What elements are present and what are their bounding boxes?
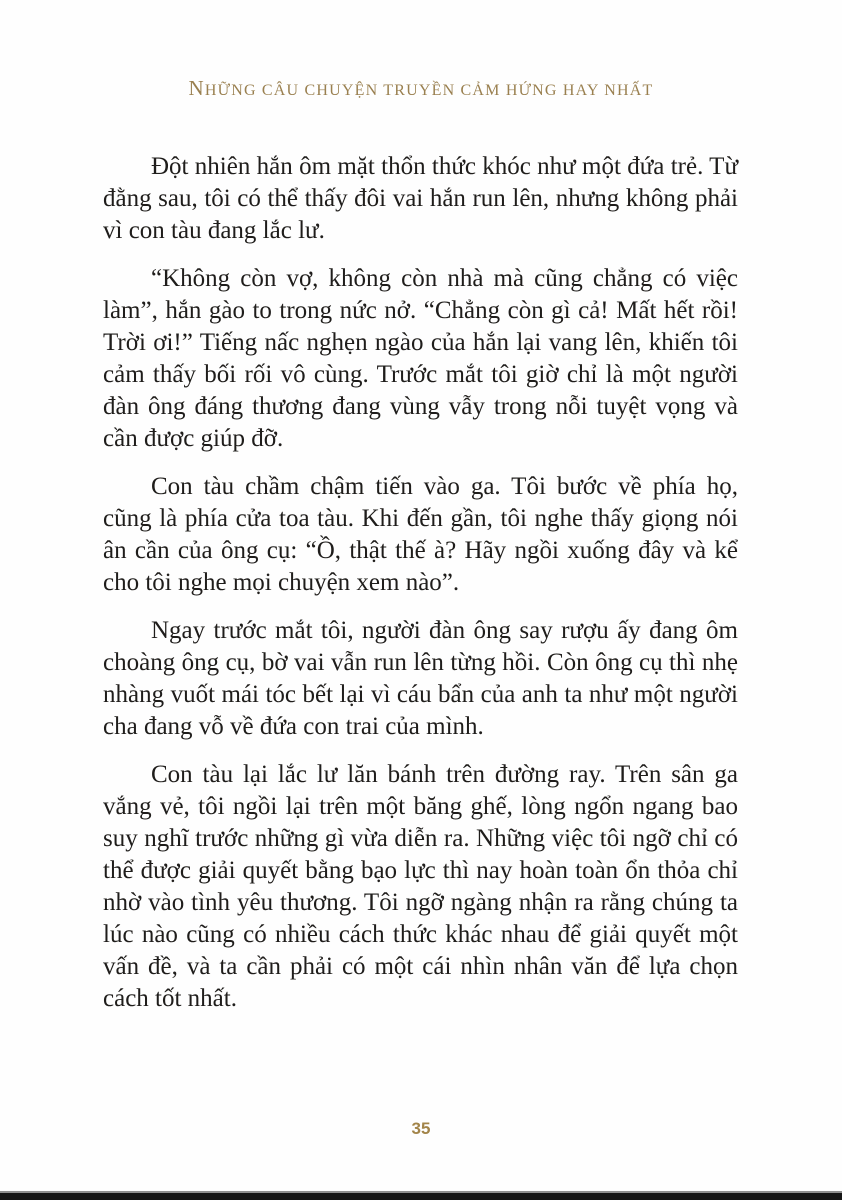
paragraph-5: Con tàu lại lắc lư lăn bánh trên đường ray. Trên sân ga vắng vẻ, tôi ngồi lại trên một băng ghế, lòng ngổn ngang bao suy nghĩ trước những gì vừa diễn ra. Những việc tôi ngỡ chỉ có thể được giải quyết bằng bạo lực thì nay hoàn toàn ổn thỏa chỉ nhờ vào tình yêu thương. Tôi ngỡ ngàng nhận ra rằng chúng ta lúc nào cũng có nhiều cách thức khác nhau để giải quyết một vấn đề, và ta cần phải có một cái nhìn nhân văn để lựa chọn cách tốt nhất. [103,761,738,1012]
paragraph-2: “Không còn vợ, không còn nhà mà cũng chẳng có việc làm”, hắn gào to trong nức nở. “Chẳng còn gì cả! Mất hết rồi! Trời ơi!” Tiếng nấc nghẹn ngào của hắn lại vang lên, khiến tôi cảm thấy bối rối vô cùng. Trước mắt tôi giờ chỉ là một người đàn ông đáng thương đang vùng vẫy trong nỗi tuyệt vọng và cần được giúp đỡ. [103,265,738,452]
page-number: 35 [411,1119,431,1138]
paragraph-3: Con tàu chầm chậm tiến vào ga. Tôi bước về phía họ, cũng là phía cửa toa tàu. Khi đến gần, tôi nghe thấy giọng nói ân cần của ông cụ: “Ồ, thật thế à? Hãy ngồi xuống đây và kể cho tôi nghe mọi chuyện xem nào”. [103,473,738,596]
paragraph-1: Đột nhiên hắn ôm mặt thổn thức khóc như một đứa trẻ. Từ đằng sau, tôi có thể thấy đôi vai hắn run lên, nhưng không phải vì con tàu đang lắc lư. [103,153,738,244]
running-header-initial: N [188,76,205,100]
running-header [0,0,842,103]
body-text [103,151,738,1015]
paragraph-4: Ngay trước mắt tôi, người đàn ông say rượu ấy đang ôm choàng ông cụ, bờ vai vẫn run lên từng hồi. Còn ông cụ thì nhẹ nhàng vuốt mái tóc bết lại vì cáu bẩn của anh ta như một người cha đang vỗ về đứa con trai của mình. [103,617,738,740]
running-header-text: HỮNG CÂU CHUYỆN TRUYỀN CẢM HỨNG HAY NHẤT [204,82,654,99]
bottom-edge-bar [0,1191,842,1200]
